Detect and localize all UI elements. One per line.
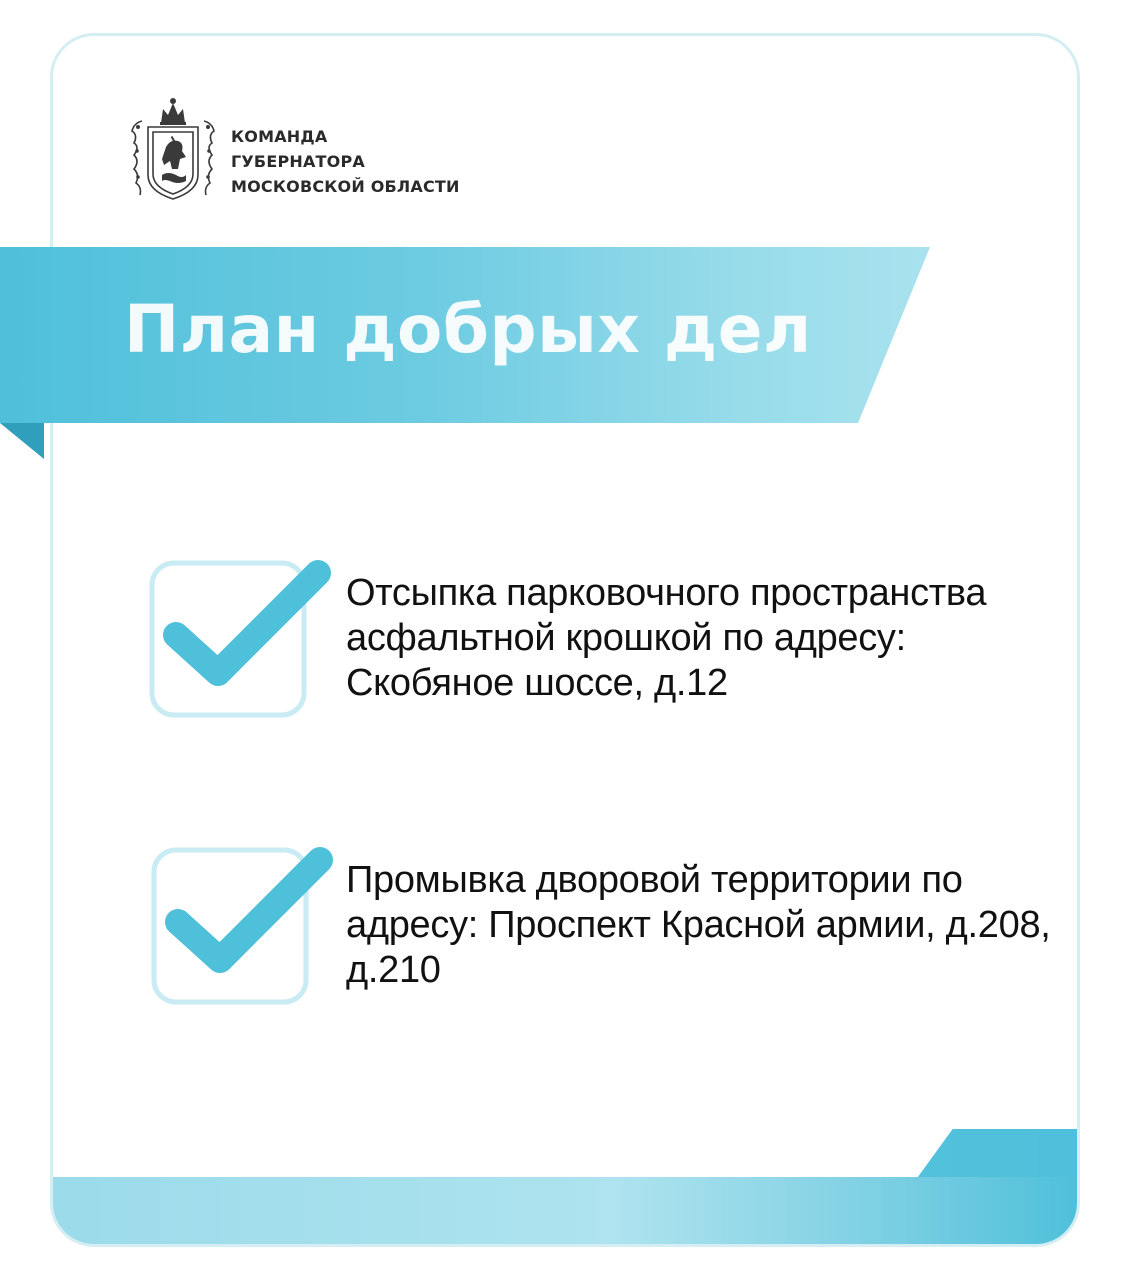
organization-name: [231, 124, 551, 199]
task-item: [148, 555, 1068, 735]
coat-of-arms-icon: [128, 95, 218, 207]
task-text: Промывка дворовой территории по адресу: Проспект Красной армии, д.208, д.210: [346, 859, 1051, 991]
task-text: Отсыпка парковочного пространства асфальтной крошкой по адресу: Скобяное шоссе, д.12: [346, 572, 987, 704]
org-name-line-3: МОСКОВСКОЙ ОБЛАСТИ: [231, 177, 460, 196]
org-name-line-2: ГУБЕРНАТОРА: [231, 152, 365, 171]
checkbox-checked-icon: [148, 555, 338, 725]
page-title: План добрых дел: [124, 291, 812, 368]
task-item: [148, 842, 1068, 1022]
bottom-decor-band: [53, 1129, 1077, 1244]
org-name-line-1: КОМАНДА: [231, 127, 328, 146]
checkbox-checked-icon: [148, 842, 338, 1012]
